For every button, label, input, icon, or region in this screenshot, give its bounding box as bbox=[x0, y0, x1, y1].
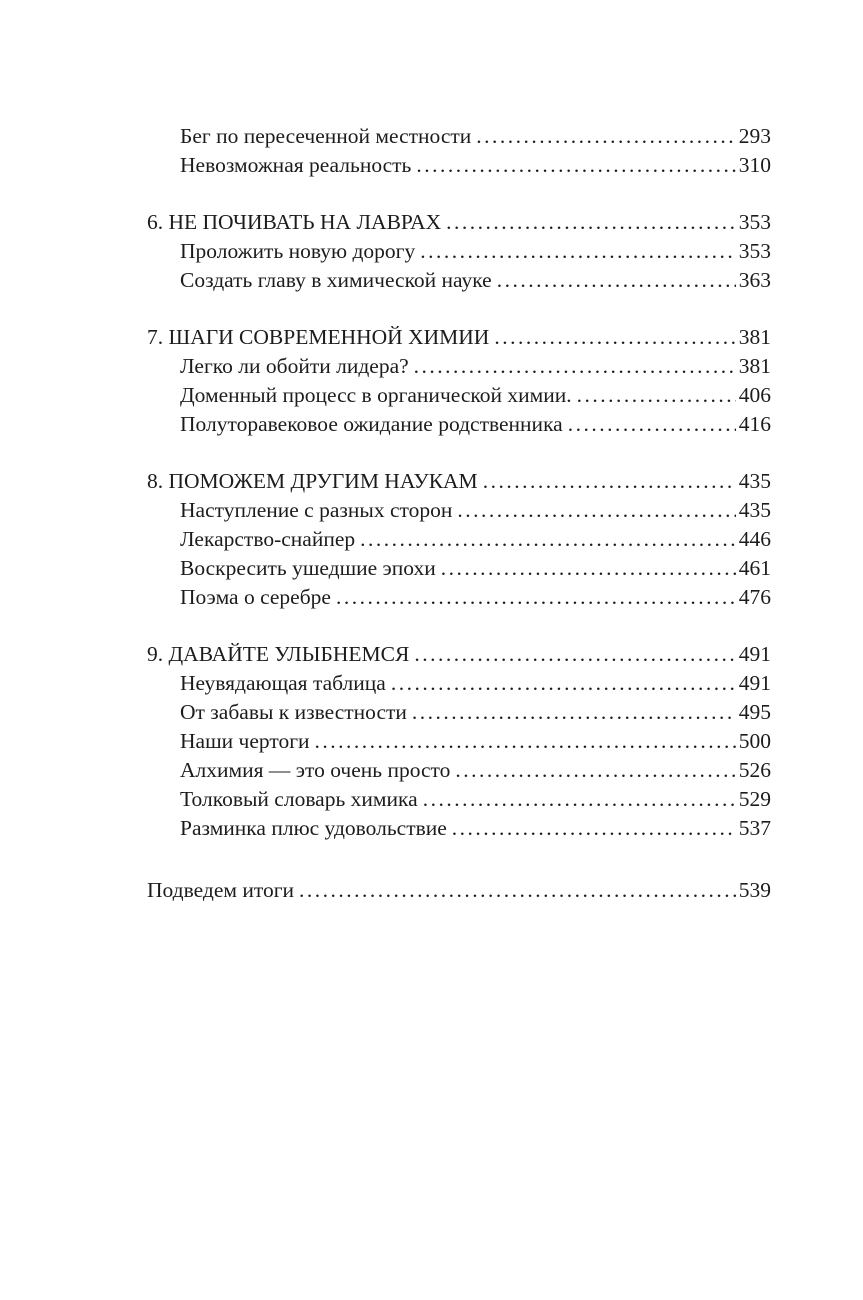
toc-entry-label: 6. НЕ ПОЧИВАТЬ НА ЛАВРАХ bbox=[147, 210, 442, 234]
toc-entry-label: Разминка плюс удовольствие bbox=[180, 816, 447, 840]
toc-entry-page: 539 bbox=[738, 878, 771, 902]
toc-group bbox=[147, 467, 771, 612]
dot-leader bbox=[336, 583, 736, 612]
toc-entry-page: 363 bbox=[738, 268, 771, 292]
toc-entry bbox=[147, 583, 771, 612]
toc-entry bbox=[147, 669, 771, 698]
toc-group bbox=[147, 640, 771, 843]
toc-entry-page: 495 bbox=[738, 700, 771, 724]
dot-leader bbox=[414, 352, 736, 381]
toc-entry bbox=[147, 727, 771, 756]
toc-entry-label: 7. ШАГИ СОВРЕМЕННОЙ ХИМИИ bbox=[147, 325, 490, 349]
toc-entry-label: Легко ли обойти лидера? bbox=[180, 354, 409, 378]
toc-entry bbox=[147, 496, 771, 525]
toc bbox=[147, 122, 771, 905]
toc-entry-page: 529 bbox=[738, 787, 771, 811]
toc-group bbox=[147, 876, 771, 905]
toc-entry bbox=[147, 756, 771, 785]
toc-entry-label: 8. ПОМОЖЕМ ДРУГИМ НАУКАМ bbox=[147, 469, 478, 493]
toc-group bbox=[147, 208, 771, 295]
toc-entry-page: 476 bbox=[738, 585, 771, 609]
toc-entry bbox=[147, 122, 771, 151]
toc-group bbox=[147, 323, 771, 439]
toc-entry-label: Подведем итоги bbox=[147, 878, 295, 902]
toc-entry-page: 461 bbox=[738, 556, 771, 580]
toc-entry-page: 526 bbox=[738, 758, 771, 782]
toc-entry-label: 9. ДАВАЙТЕ УЛЫБНЕМСЯ bbox=[147, 642, 410, 666]
toc-entry bbox=[147, 554, 771, 583]
dot-leader bbox=[452, 814, 736, 843]
toc-entry-page: 491 bbox=[738, 671, 771, 695]
dot-leader bbox=[412, 698, 736, 727]
toc-entry-label: Воскресить ушедшие эпохи bbox=[180, 556, 436, 580]
dot-leader bbox=[476, 122, 735, 151]
toc-entry bbox=[147, 352, 771, 381]
toc-entry-label: Наступление с разных сторон bbox=[180, 498, 453, 522]
dot-leader bbox=[455, 756, 735, 785]
toc-entry-label: Создать главу в химической науке bbox=[180, 268, 492, 292]
dot-leader bbox=[483, 467, 736, 496]
toc-entry bbox=[147, 208, 771, 237]
toc-entry bbox=[147, 698, 771, 727]
toc-entry-page: 446 bbox=[738, 527, 771, 551]
toc-entry bbox=[147, 785, 771, 814]
dot-leader bbox=[577, 381, 736, 410]
dot-leader bbox=[446, 208, 736, 237]
toc-entry bbox=[147, 640, 771, 669]
toc-entry-label: Неувядающая таблица bbox=[180, 671, 386, 695]
toc-entry-page: 500 bbox=[738, 729, 771, 753]
dot-leader bbox=[416, 151, 735, 180]
toc-entry-label: Поэма о серебре bbox=[180, 585, 331, 609]
toc-entry-page: 381 bbox=[738, 325, 771, 349]
toc-entry bbox=[147, 237, 771, 266]
dot-leader bbox=[568, 410, 736, 439]
toc-entry-page: 310 bbox=[738, 153, 771, 177]
toc-entry-page: 353 bbox=[738, 239, 771, 263]
toc-entry-label: Проложить новую дорогу bbox=[180, 239, 416, 263]
toc-entry bbox=[147, 876, 771, 905]
dot-leader bbox=[420, 237, 736, 266]
toc-entry-label: Невозможная реальность bbox=[180, 153, 412, 177]
toc-entry-label: Бег по пересеченной местности bbox=[180, 124, 472, 148]
toc-entry-label: Полуторавековое ожидание родственника bbox=[180, 412, 563, 436]
dot-leader bbox=[497, 266, 736, 295]
toc-entry bbox=[147, 814, 771, 843]
toc-entry-page: 293 bbox=[738, 124, 771, 148]
toc-entry bbox=[147, 266, 771, 295]
toc-entry bbox=[147, 381, 771, 410]
toc-entry-label: Алхимия — это очень просто bbox=[180, 758, 451, 782]
toc-entry-page: 381 bbox=[738, 354, 771, 378]
toc-entry-page: 537 bbox=[738, 816, 771, 840]
toc-group bbox=[147, 122, 771, 180]
toc-entry bbox=[147, 151, 771, 180]
toc-entry-page: 416 bbox=[738, 412, 771, 436]
toc-entry-page: 435 bbox=[738, 469, 771, 493]
dot-leader bbox=[441, 554, 736, 583]
toc-entry-page: 406 bbox=[738, 383, 771, 407]
toc-entry bbox=[147, 323, 771, 352]
toc-entry-label: От забавы к известности bbox=[180, 700, 407, 724]
toc-entry-page: 353 bbox=[738, 210, 771, 234]
toc-entry bbox=[147, 410, 771, 439]
toc-entry-label: Толковый словарь химика bbox=[180, 787, 418, 811]
toc-entry bbox=[147, 467, 771, 496]
toc-entry-page: 491 bbox=[738, 642, 771, 666]
dot-leader bbox=[494, 323, 735, 352]
toc-entry-label: Наши чертоги bbox=[180, 729, 310, 753]
toc-entry-label: Лекарство-снайпер bbox=[180, 527, 356, 551]
dot-leader bbox=[414, 640, 735, 669]
dot-leader bbox=[457, 496, 735, 525]
dot-leader bbox=[299, 876, 736, 905]
toc-entry-page: 435 bbox=[738, 498, 771, 522]
toc-entry bbox=[147, 525, 771, 554]
dot-leader bbox=[391, 669, 736, 698]
toc-entry-label: Доменный процесс в органической химии. bbox=[180, 383, 572, 407]
dot-leader bbox=[315, 727, 736, 756]
dot-leader bbox=[423, 785, 736, 814]
dot-leader bbox=[360, 525, 736, 554]
